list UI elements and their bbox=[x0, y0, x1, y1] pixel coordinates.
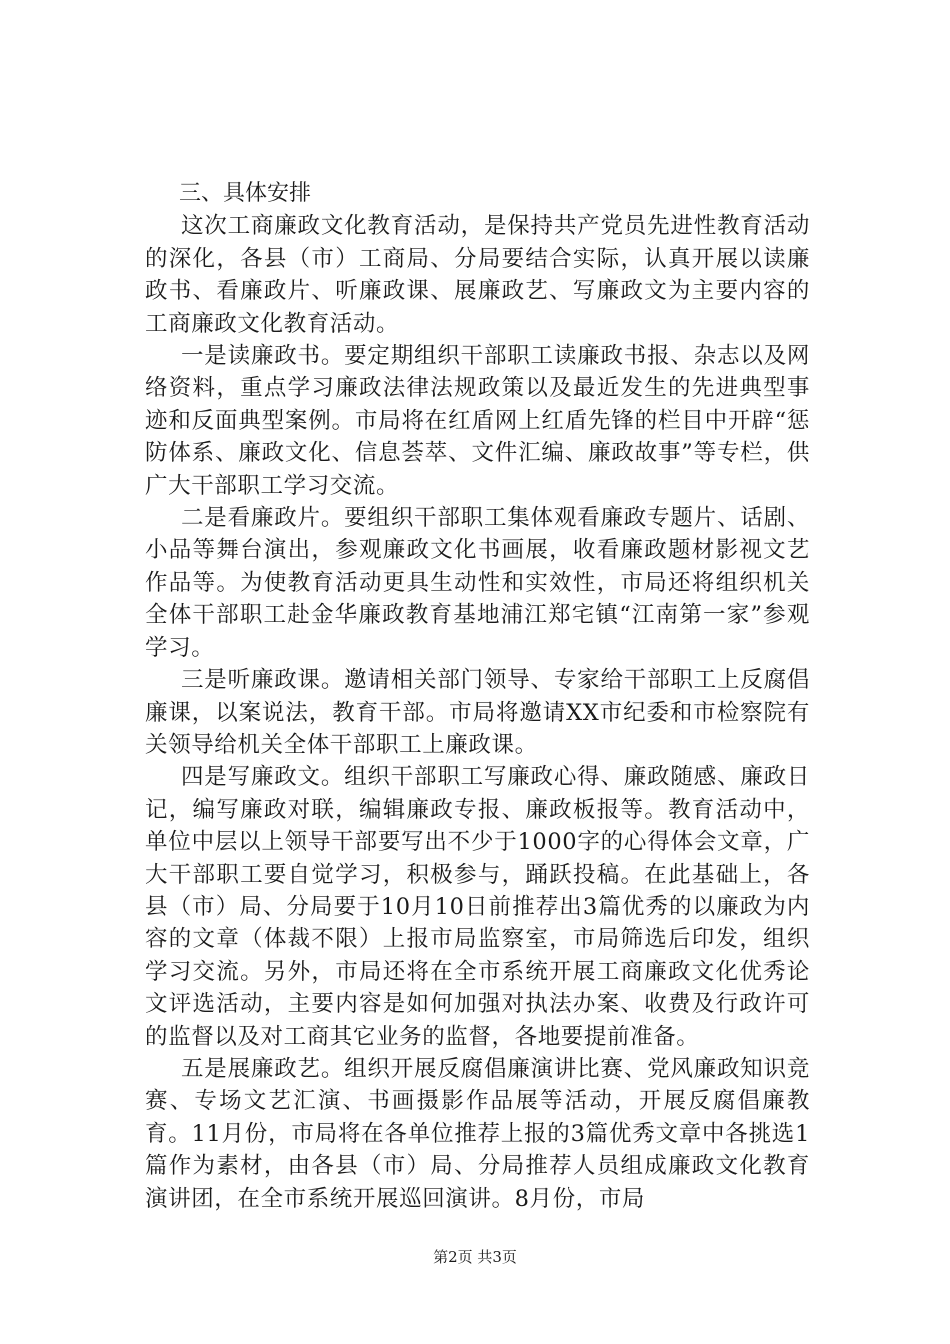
page-number-footer: 第2页 共3页 bbox=[433, 1248, 517, 1266]
section-heading: 三、具体安排 bbox=[179, 181, 312, 206]
paragraph-exhibit-arts: 五是展廉政艺。组织开展反腐倡廉演讲比赛、党风廉政知识竞赛、专场文艺汇演、书画摄影作品展等活动，开展反腐倡廉教育。11月份，市局将在各单位推荐上报的3篇优秀文章中各挑选1篇作为素材，由各县（市）局、分局推荐人员组成廉政文化教育演讲团，在全市系统开展巡回演讲。8月份，市局 bbox=[145, 1055, 810, 1212]
document-body bbox=[145, 178, 810, 1215]
paragraph-write-essays: 四是写廉政文。组织干部职工写廉政心得、廉政随感、廉政日记，编写廉政对联，编辑廉政专报、廉政板报等。教育活动中，单位中层以上领导干部要写出不少于1000字的心得体会文章，广大干部职工要自觉学习，积极参与，踊跃投稿。在此基础上，各县（市）局、分局要于10月10日前推荐出3篇优秀的以廉政为内容的文章（体裁不限）上报市局监察室，市局筛选后印发，组织学习交流。另外，市局还将在全市系统开展工商廉政文化优秀论文评选活动，主要内容是如何加强对执法办案、收费及行政许可的监督以及对工商其它业务的监督，各地要提前准备。 bbox=[145, 764, 810, 1050]
paragraph-attend-lectures: 三是听廉政课。邀请相关部门领导、专家给干部职工上反腐倡廉课，以案说法，教育干部。市局将邀请XX市纪委和市检察院有关领导给机关全体干部职工上廉政课。 bbox=[145, 667, 810, 758]
paragraph-read-books: 一是读廉政书。要定期组织干部职工读廉政书报、杂志以及网络资料，重点学习廉政法律法规政策以及最近发生的先进典型事迹和反面典型案例。市局将在红盾网上红盾先锋的栏目中开辟“惩防体系、廉政文化、信息荟萃、文件汇编、廉政故事”等专栏，供广大干部职工学习交流。 bbox=[145, 343, 810, 499]
paragraph-watch-films: 二是看廉政片。要组织干部职工集体观看廉政专题片、话剧、小品等舞台演出，参观廉政文化书画展，收看廉政题材影视文艺作品等。为使教育活动更具生动性和实效性，市局还将组织机关全体干部职工赴金华廉政教育基地浦江郑宅镇“江南第一家”参观学习。 bbox=[145, 505, 810, 661]
paragraph-intro: 这次工商廉政文化教育活动，是保持共产党员先进性教育活动的深化，各县（市）工商局、分局要结合实际，认真开展以读廉政书、看廉政片、听廉政课、展廉政艺、写廉政文为主要内容的工商廉政文化教育活动。 bbox=[145, 213, 810, 337]
